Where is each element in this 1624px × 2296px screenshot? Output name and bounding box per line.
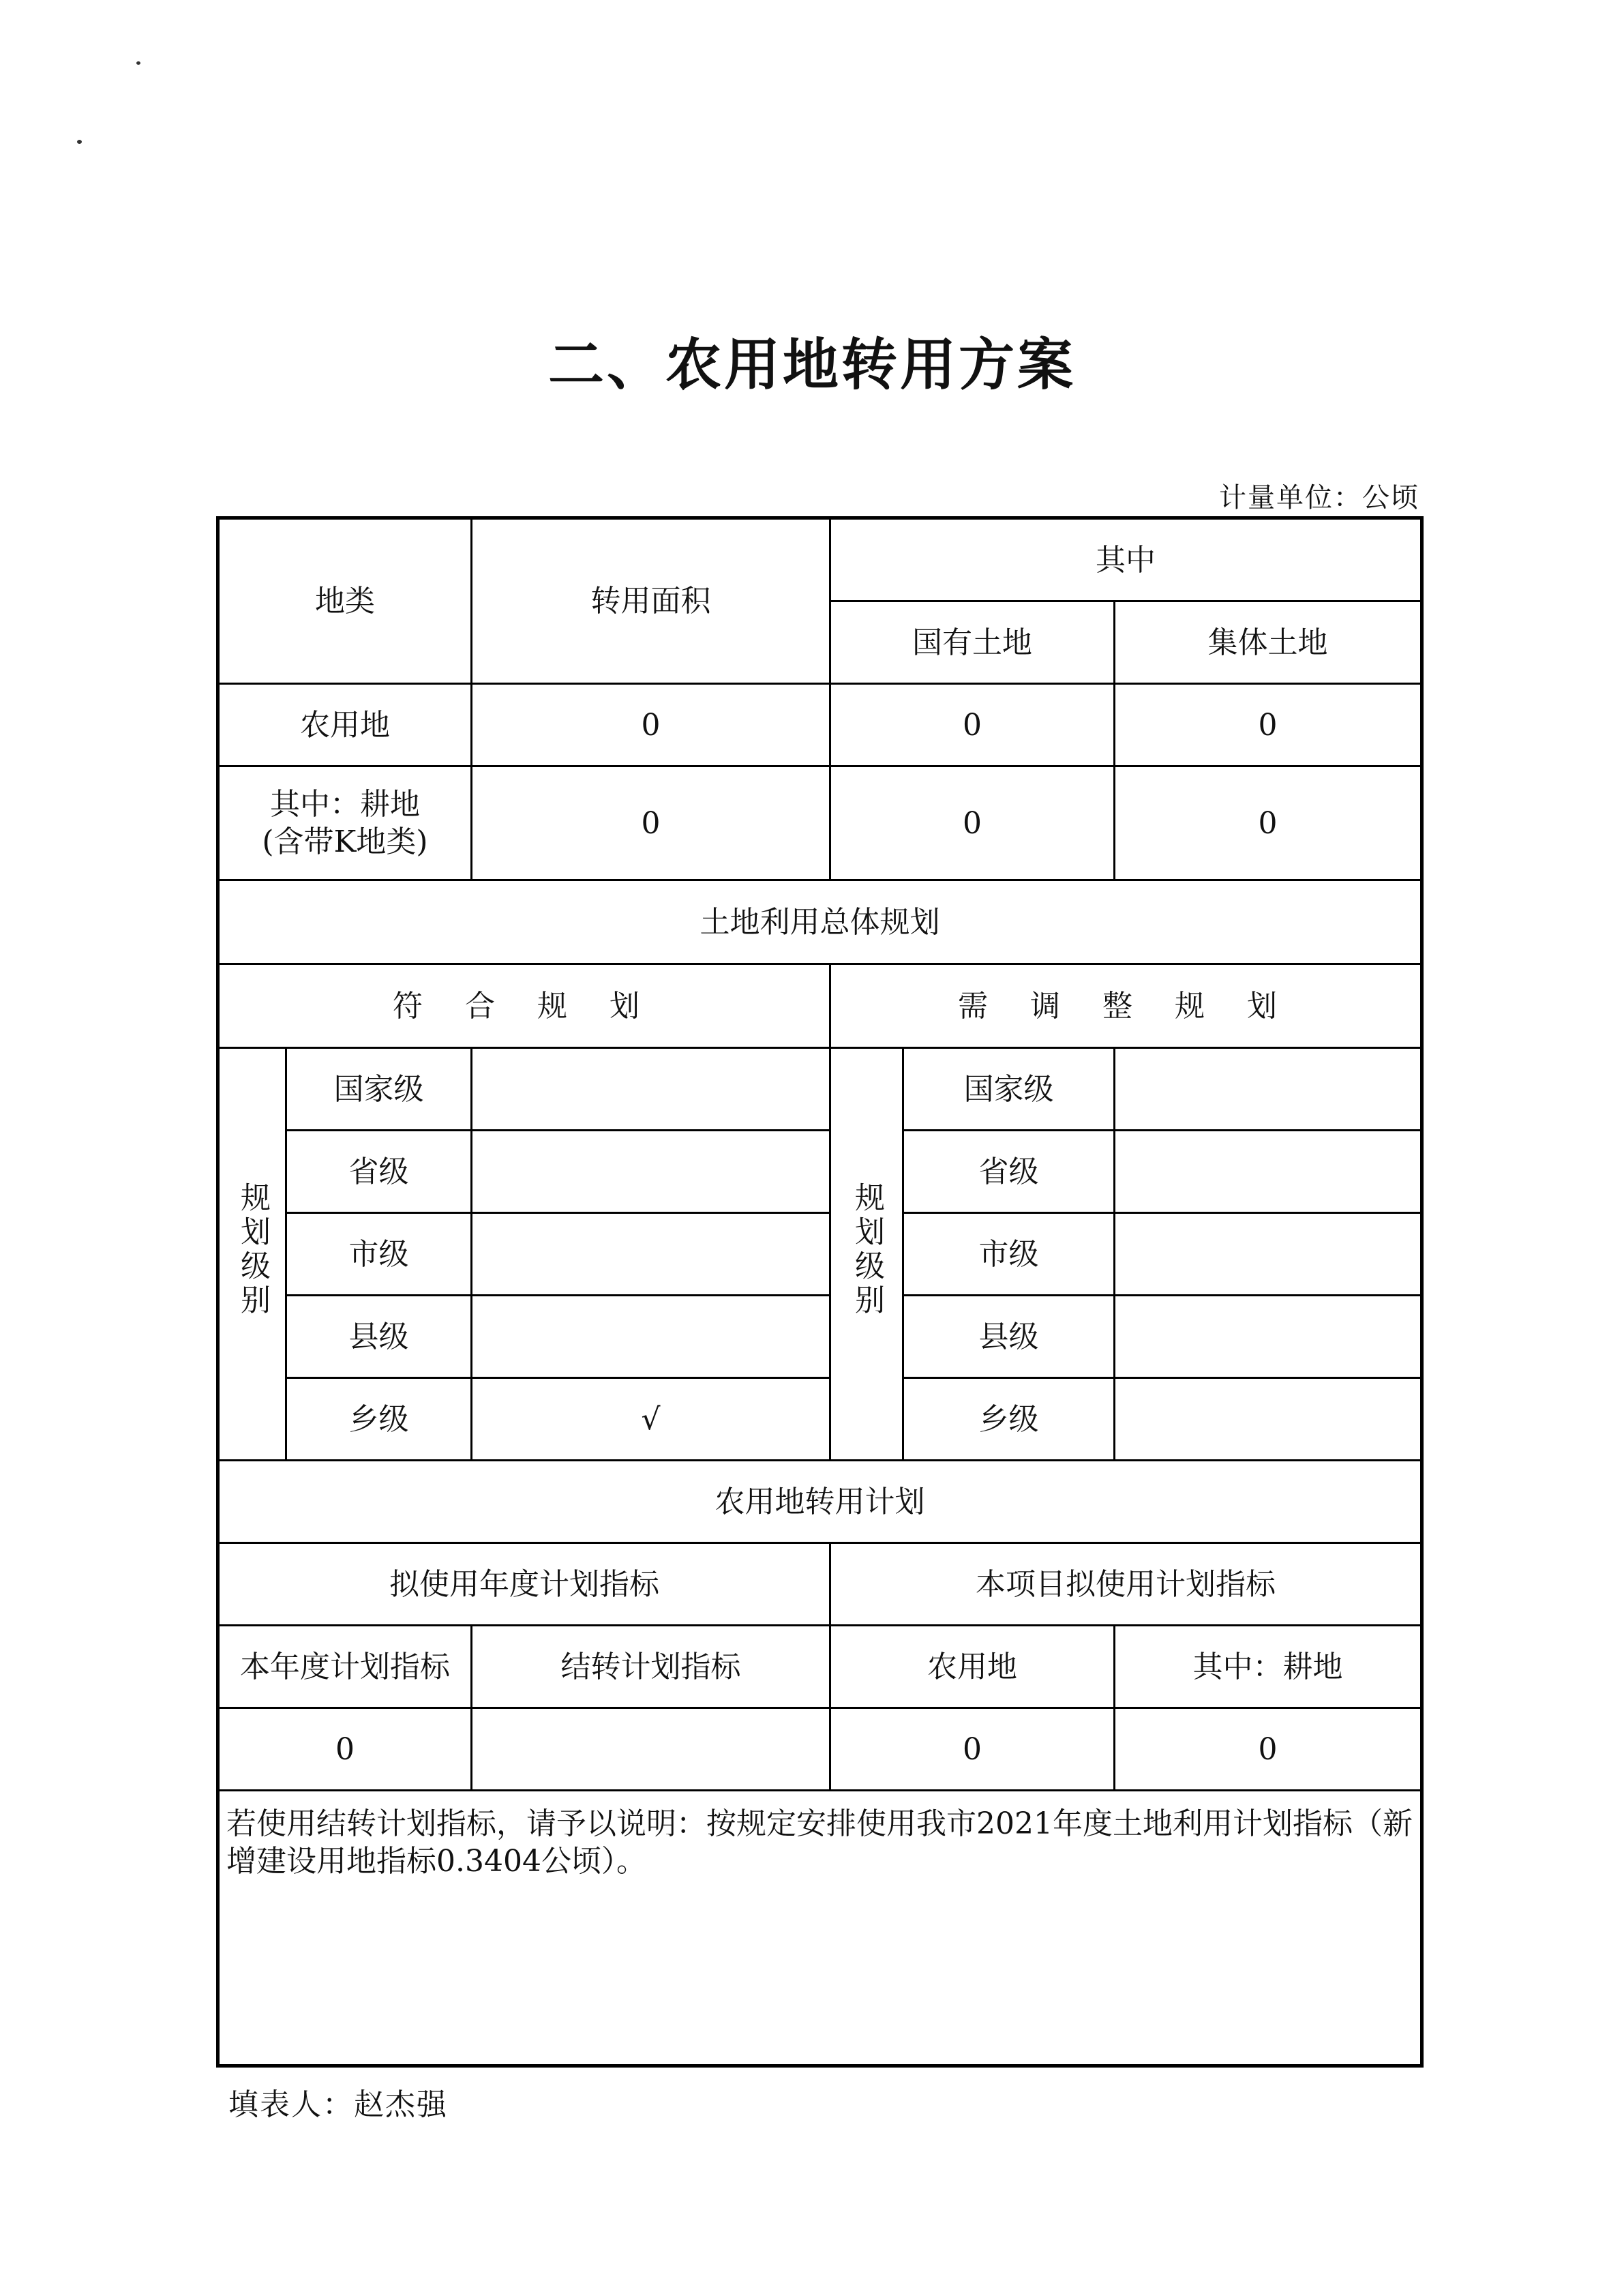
row-label-line2: (含带K地类) bbox=[262, 824, 428, 859]
level-row bbox=[218, 1131, 1422, 1213]
col-farmland: 农用地 bbox=[830, 1626, 1115, 1708]
row-label-line1: 其中：耕地 bbox=[270, 787, 420, 822]
level-name: 乡级 bbox=[286, 1378, 472, 1461]
level-name: 乡级 bbox=[903, 1378, 1115, 1461]
header-state-land: 国有土地 bbox=[830, 601, 1115, 684]
adjust-mark bbox=[1115, 1048, 1422, 1131]
comply-mark bbox=[472, 1048, 830, 1131]
row-area: 0 bbox=[472, 684, 830, 766]
val-this-year: 0 bbox=[218, 1708, 472, 1791]
level-name: 省级 bbox=[286, 1131, 472, 1213]
col-this-year: 本年度计划指标 bbox=[218, 1626, 472, 1708]
col-carryover: 结转计划指标 bbox=[472, 1626, 830, 1708]
row-label bbox=[218, 766, 472, 880]
comply-level-label: 规划级别 bbox=[218, 1048, 286, 1461]
unit-label: 计量单位：公顷 bbox=[1219, 482, 1419, 513]
adjust-level-label: 规划级别 bbox=[830, 1048, 903, 1461]
row-state: 0 bbox=[830, 766, 1115, 880]
adjust-mark bbox=[1115, 1378, 1422, 1461]
comply-mark: √ bbox=[472, 1378, 830, 1461]
level-name: 县级 bbox=[903, 1296, 1115, 1378]
carryover-note: 若使用结转计划指标，请予以说明：按规定安排使用我市2021年度土地利用计划指标（新增建设用地指标0.3404公顷）。 bbox=[218, 1791, 1422, 2066]
comply-plan-header: 符 合 规 划 bbox=[218, 964, 830, 1048]
level-row bbox=[218, 1378, 1422, 1461]
adjust-mark bbox=[1115, 1296, 1422, 1378]
adjust-mark bbox=[1115, 1213, 1422, 1296]
comply-mark bbox=[472, 1296, 830, 1378]
table-row bbox=[218, 766, 1422, 880]
form-filler: 填表人：赵杰强 bbox=[228, 2087, 448, 2122]
val-farmland: 0 bbox=[830, 1708, 1115, 1791]
level-name: 国家级 bbox=[286, 1048, 472, 1131]
row-collective: 0 bbox=[1115, 684, 1422, 766]
level-name: 省级 bbox=[903, 1131, 1115, 1213]
header-collective-land: 集体土地 bbox=[1115, 601, 1422, 684]
adjust-plan-header: 需 调 整 规 划 bbox=[830, 964, 1422, 1048]
row-area: 0 bbox=[472, 766, 830, 880]
level-name: 国家级 bbox=[903, 1048, 1115, 1131]
level-row bbox=[218, 1296, 1422, 1378]
adjust-mark bbox=[1115, 1131, 1422, 1213]
table-row bbox=[218, 1708, 1422, 1791]
row-label: 农用地 bbox=[218, 684, 472, 766]
scan-speck bbox=[77, 140, 82, 144]
level-name: 县级 bbox=[286, 1296, 472, 1378]
comply-mark bbox=[472, 1213, 830, 1296]
plan-section-title: 土地利用总体规划 bbox=[218, 880, 1422, 964]
table-row bbox=[218, 684, 1422, 766]
level-name: 市级 bbox=[286, 1213, 472, 1296]
level-row bbox=[218, 1048, 1422, 1131]
scan-speck bbox=[136, 61, 140, 65]
header-area: 转用面积 bbox=[472, 518, 830, 684]
project-indicator-header: 本项目拟使用计划指标 bbox=[830, 1543, 1422, 1626]
header-of-which: 其中 bbox=[830, 518, 1422, 601]
comply-mark bbox=[472, 1131, 830, 1213]
page-title: 二、农用地转用方案 bbox=[547, 333, 1076, 398]
annual-indicator-header: 拟使用年度计划指标 bbox=[218, 1543, 830, 1626]
val-cultivated: 0 bbox=[1115, 1708, 1422, 1791]
level-row bbox=[218, 1213, 1422, 1296]
conversion-table bbox=[216, 516, 1424, 2068]
row-collective: 0 bbox=[1115, 766, 1422, 880]
header-land-type: 地类 bbox=[218, 518, 472, 684]
row-state: 0 bbox=[830, 684, 1115, 766]
col-cultivated: 其中：耕地 bbox=[1115, 1626, 1422, 1708]
conversion-plan-title: 农用地转用计划 bbox=[218, 1461, 1422, 1543]
val-carryover bbox=[472, 1708, 830, 1791]
level-name: 市级 bbox=[903, 1213, 1115, 1296]
